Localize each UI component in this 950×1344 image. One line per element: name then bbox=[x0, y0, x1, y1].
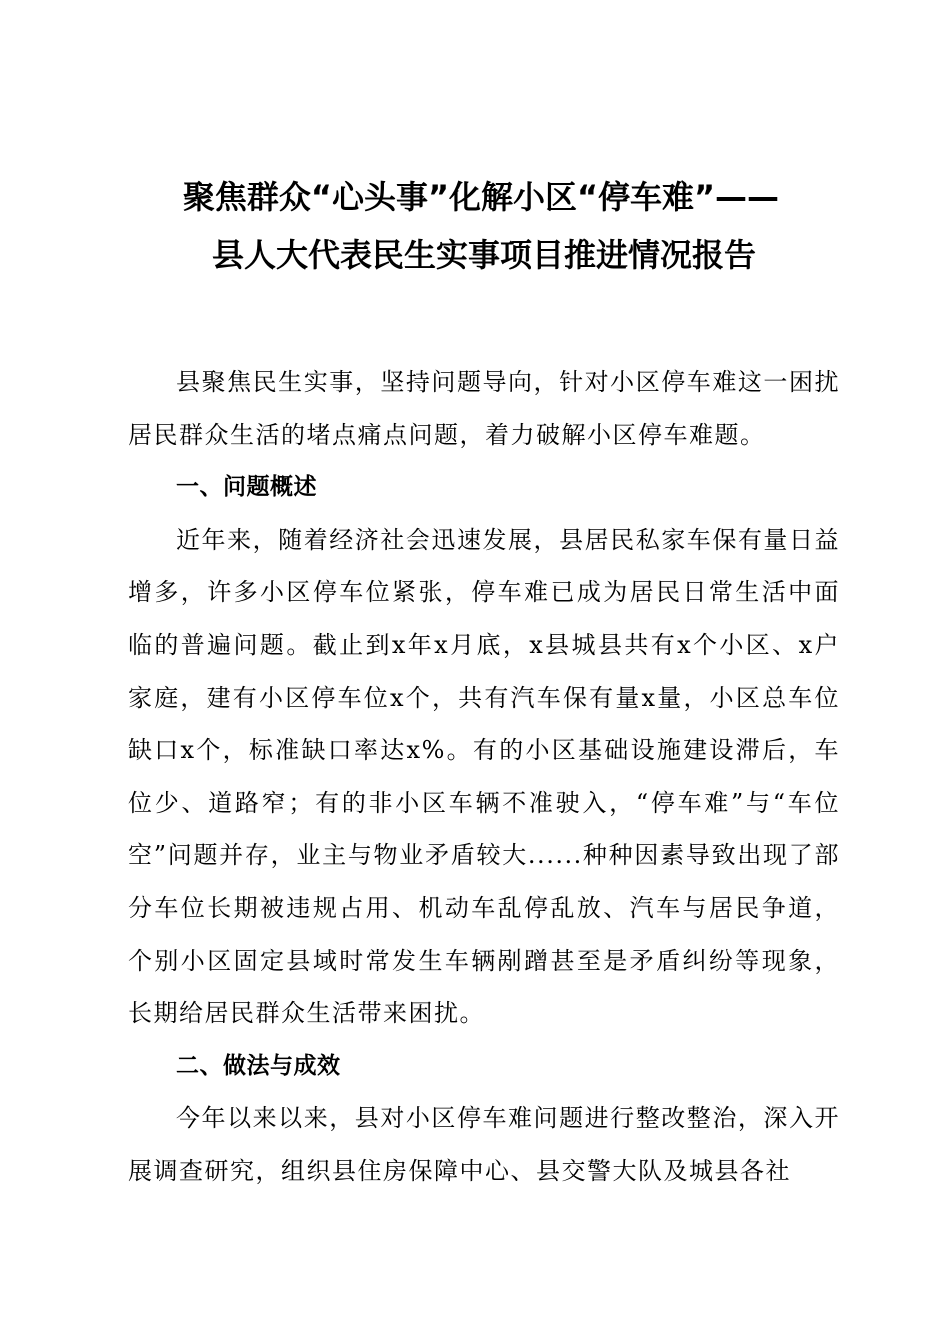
section-2-paragraph: 今年以来以来，县对小区停车难问题进行整改整治，深入开展调查研究，组织县住房保障中心、县交警大队及城县各社 bbox=[128, 1104, 840, 1185]
section-heading-measures-results: 二、做法与成效 bbox=[176, 1052, 341, 1079]
intro-paragraph: 县聚焦民生实事，坚持问题导向，针对小区停车难这一困扰居民群众生活的堵点痛点问题，着力破解小区停车难题。 bbox=[128, 368, 840, 449]
section-1-paragraph: 近年来，随着经济社会迅速发展，县居民私家车保有量日益增多，许多小区停车位紧张，停车难已成为居民日常生活中面临的普遍问题。截止到x年x月底，x县城县共有x个小区、x户家庭，建有小区停车位x个，共有汽车保有量x量，小区总车位缺口x个，标准缺口率达x%。有的小区基础设施建设滞后，车位少、道路窄；有的非小区车辆不准驶入，“停车难”与“车位空”问题并存，业主与物业矛盾较大......种种因素导致出现了部分车位长期被违规占用、机动车乱停乱放、汽车与居民争道，个别小区固定县域时常发生车辆剐蹭甚至是矛盾纠纷等现象，长期给居民群众生活带来困扰。 bbox=[128, 525, 840, 1028]
document-body bbox=[128, 356, 840, 1198]
title-line-1: 聚焦群众“心头事”化解小区“停车难”—— bbox=[182, 178, 780, 216]
title-line-2: 县人大代表民生实事项目推进情况报告 bbox=[211, 236, 756, 274]
document-title bbox=[128, 168, 840, 284]
document-page bbox=[128, 168, 840, 1198]
section-heading-problem-overview: 一、问题概述 bbox=[176, 474, 317, 501]
